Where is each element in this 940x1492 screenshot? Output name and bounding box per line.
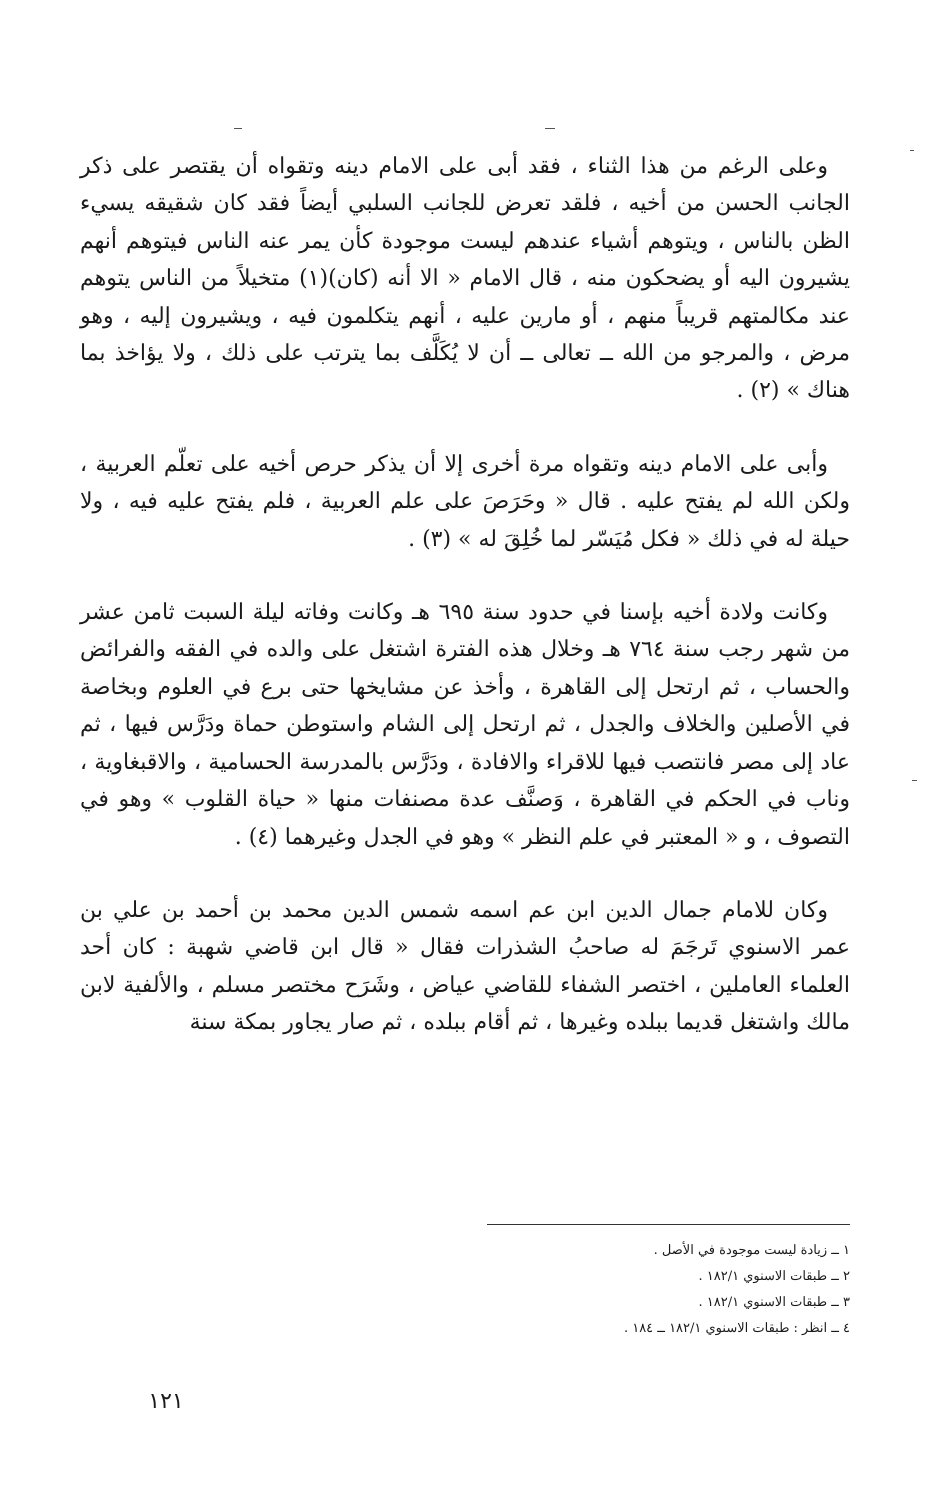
scan-speck [234, 128, 242, 129]
footnote-4: ٤ ــ انظر : طبقات الاسنوي ١٨٢/١ ــ ١٨٤ . [623, 1321, 850, 1336]
footnote-separator [487, 1224, 850, 1225]
footnote-3: ٣ ــ طبقات الاسنوي ١٨٢/١ . [698, 1295, 850, 1310]
footnote-1: ١ ــ زيادة ليست موجودة في الأصل . [653, 1243, 850, 1258]
body-text [80, 148, 850, 1042]
footnotes [380, 1238, 850, 1342]
scan-speck [912, 780, 917, 781]
paragraph-4: وكان للامام جمال الدين ابن عم اسمه شمس الدين محمد بن أحمد بن علي بن عمر الاسنوي تَرجَمَ له صاحبُ الشذرات فقال « قال ابن قاضي شهبة : كان أحد العلماء العاملين ، اختصر الشفاء للقاضي عياض ، وشَرَح مختصر مسلم ، والألفية لابن مالك واشتغل قديما ببلده وغيرها ، ثم أقام ببلده ، ثم صار يجاور بمكة سنة [80, 897, 850, 1036]
paragraph-1: وعلى الرغم من هذا الثناء ، فقد أبى على الامام دينه وتقواه أن يقتصر على ذكر الجانب الحسن من أخيه ، فلقد تعرض للجانب السلبي أيضاً فقد كان شقيقه يسيء الظن بالناس ، ويتوهم أشياء عندهم ليست موجودة كأن يمر عنه الناس فيتوهم أنهم يشيرون اليه أو يضحكون منه ، قال الامام « الا أنه (كان)(١) متخيلاً من الناس يتوهم عند مكالمتهم قريباً منهم ، أو مارين عليه ، أنهم يتكلمون فيه ، ويشيرون إليه ، وهو مرض ، والمرجو من الله ــ تعالى ــ أن لا يُكَلَّف بما يترتب على ذلك ، ولا يؤاخذ بما هناك » (٢) . [80, 154, 851, 404]
page-number: ١٢١ [148, 1389, 184, 1414]
scan-speck [545, 128, 555, 129]
paragraph-3: وكانت ولادة أخيه بإسنا في حدود سنة ٦٩٥ هـ وكانت وفاته ليلة السبت ثامن عشر من شهر رجب سنة ٧٦٤ هـ وخلال هذه الفترة اشتغل على والده في الفقه والفرائض والحساب ، ثم ارتحل إلى القاهرة ، وأخذ عن مشايخها حتى برع في العلوم وبخاصة في الأصلين والخلاف والجدل ، ثم ارتحل إلى الشام واستوطن حماة ودَرَّس فيها ، ثم عاد إلى مصر فانتصب فيها للاقراء والافادة ، ودَرَّس بالمدرسة الحسامية ، والاقبغاوية ، وناب في الحكم في القاهرة ، وَصنَّف عدة مصنفات منها « حياة القلوب » وهو في التصوف ، و « المعتبر في علم النظر » وهو في الجدل وغيرهما (٤) . [80, 600, 850, 850]
paragraph-2: وأبى على الامام دينه وتقواه مرة أخرى إلا أن يذكر حرص أخيه على تعلّم العربية ، ولكن الله لم يفتح عليه . قال « وحَرَصَ على علم العربية ، فلم يفتح عليه فيه ، ولا حيلة له في ذلك « فكل مُيَسّر لما خُلِقَ له » (٣) . [80, 451, 850, 552]
scan-speck [910, 150, 914, 151]
footnote-2: ٢ ــ طبقات الاسنوي ١٨٢/١ . [698, 1269, 850, 1284]
